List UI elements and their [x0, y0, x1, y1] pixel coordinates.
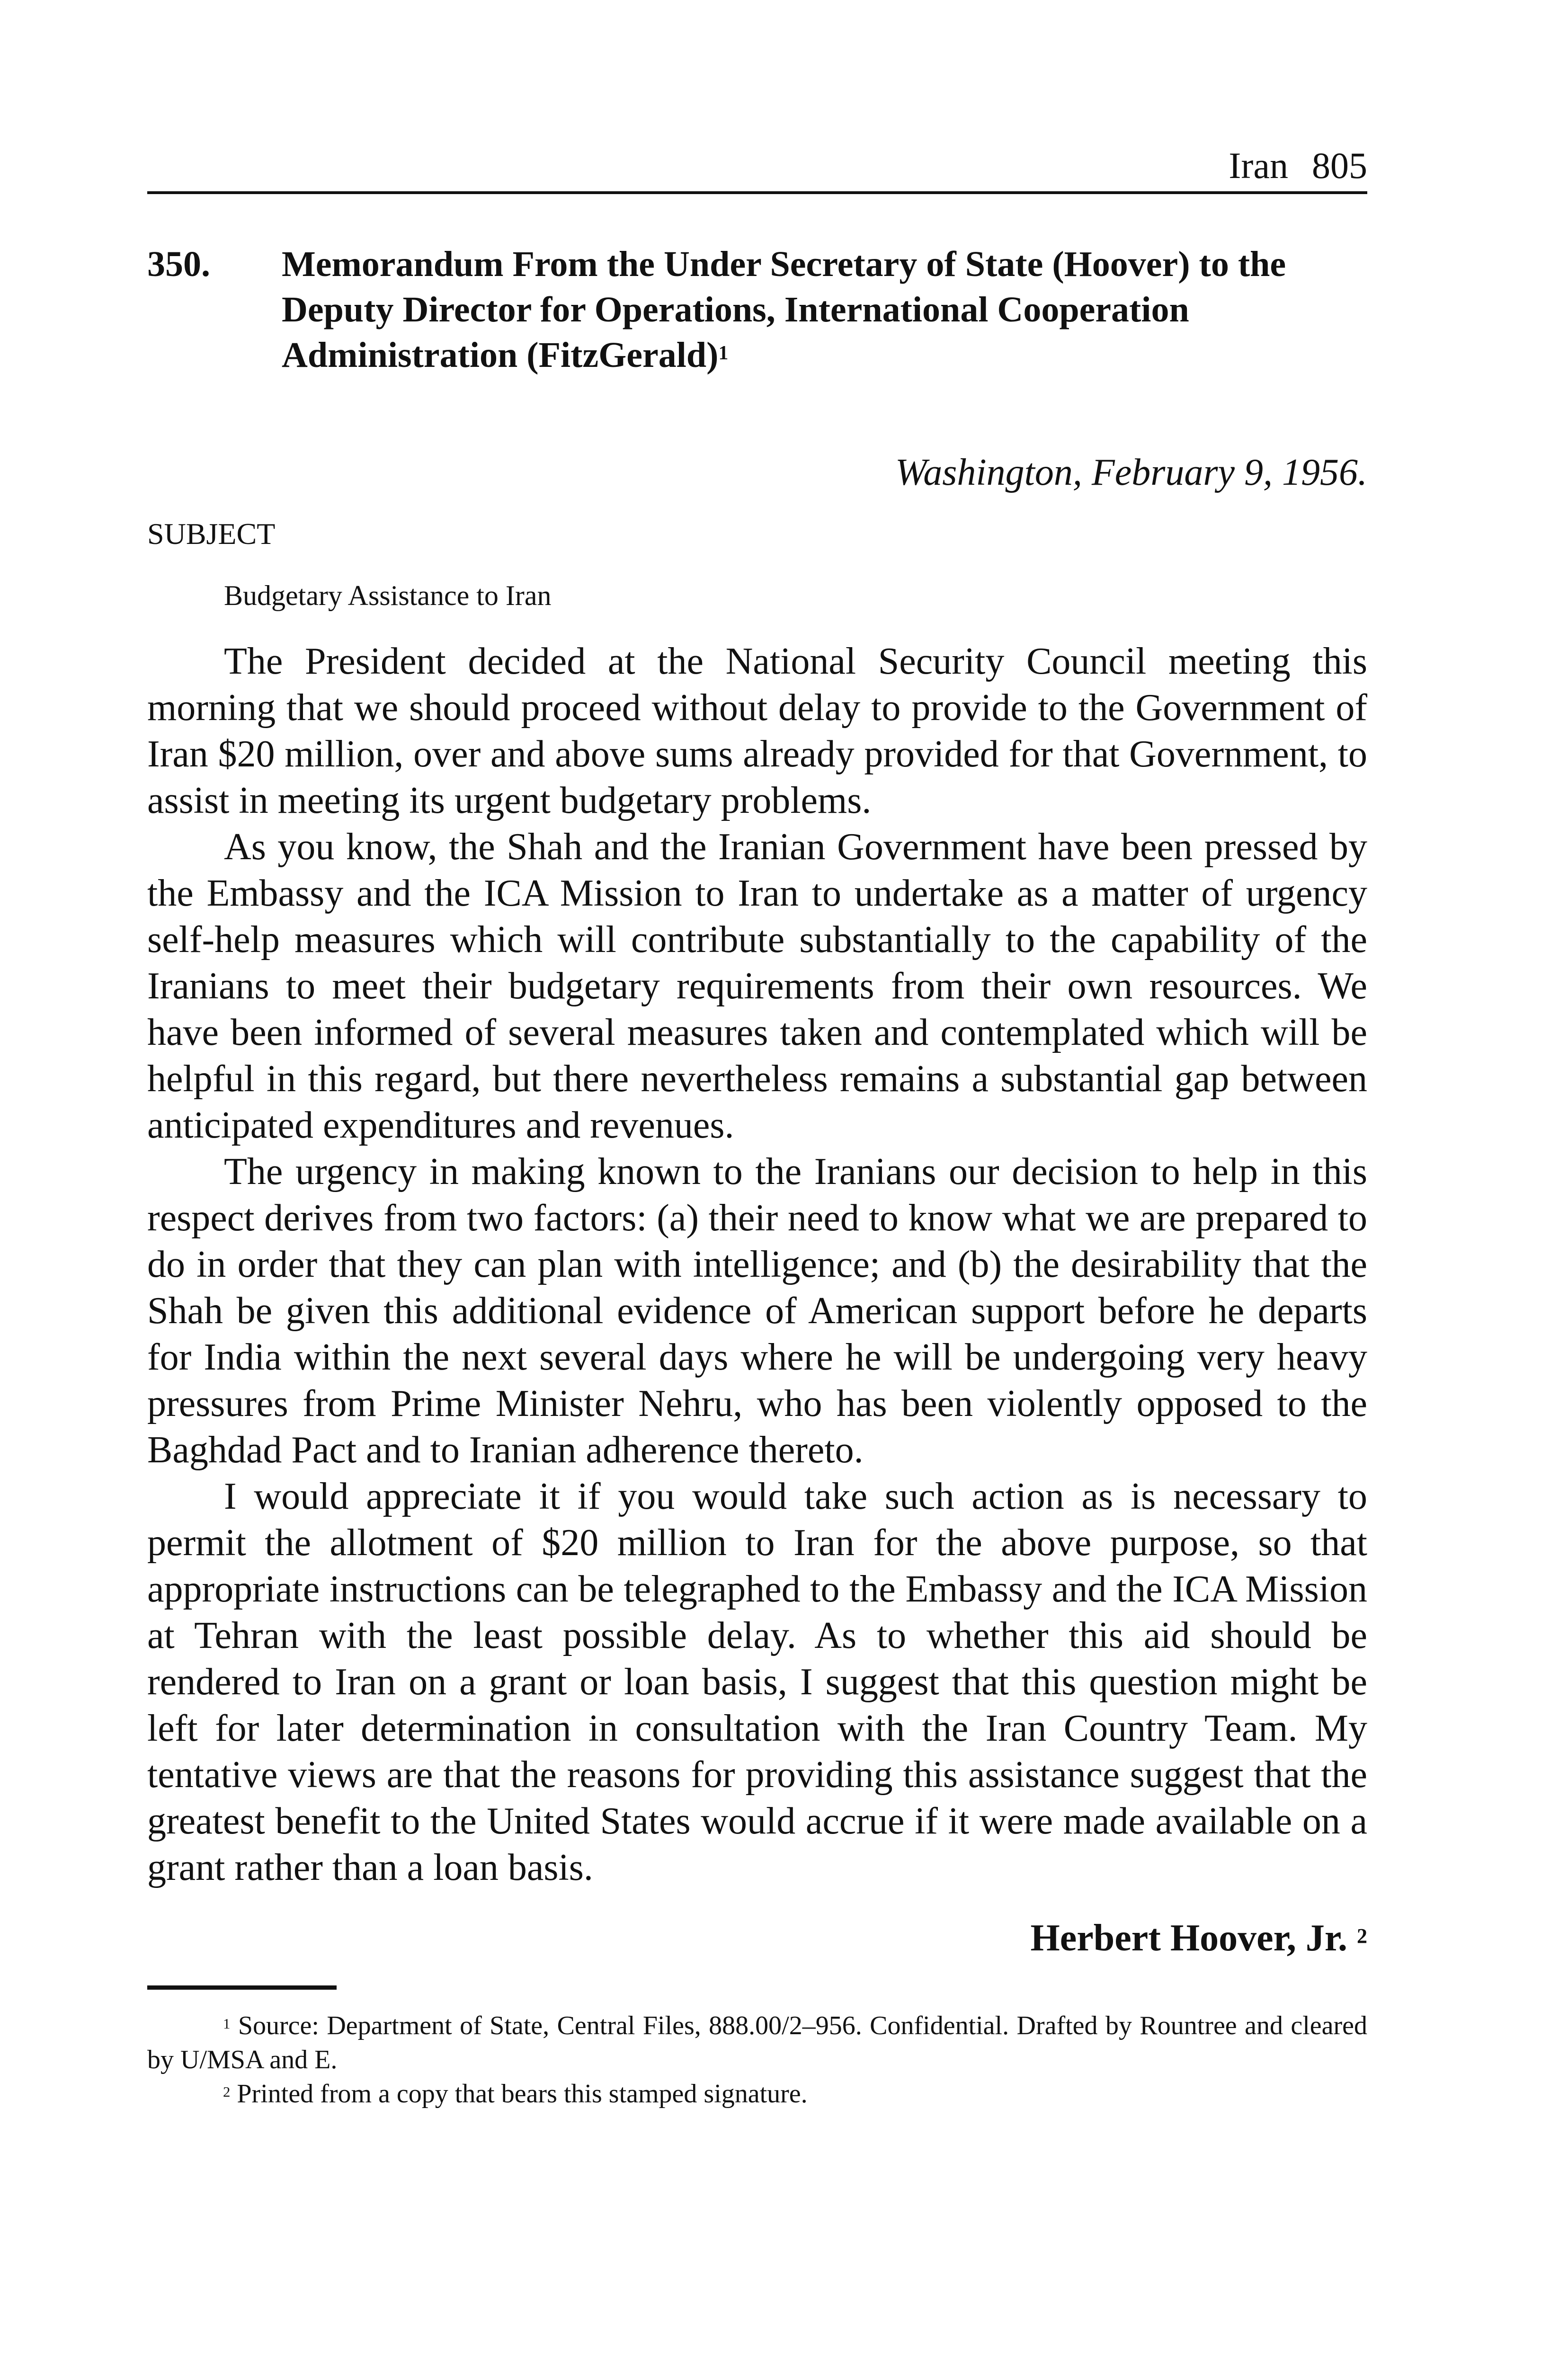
subject-label: SUBJECT [147, 517, 276, 551]
title-text: Memorandum From the Under Secretary of State (Hoover) to the Deputy Director for Operations, International Cooperation Administration (FitzGerald) [282, 244, 1286, 375]
signature-name: Herbert Hoover, Jr. [1030, 1917, 1347, 1959]
title-block [147, 241, 1367, 378]
footnote-text: Source: Department of State, Central Files, 888.00/2–956. Confidential. Drafted by Rountree and cleared by U/MSA and E. [147, 2011, 1367, 2074]
footnote-ref: 1 [718, 342, 729, 364]
subject-text: Budgetary Assistance to Iran [224, 580, 552, 611]
footnote [147, 2009, 1367, 2077]
footnote-ref: 2 [1357, 1924, 1367, 1948]
document-title [282, 241, 1367, 378]
header-rule [147, 191, 1367, 194]
footnote-marker: 1 [223, 2016, 231, 2032]
footnotes [147, 2009, 1367, 2111]
header-section: Iran [1229, 145, 1288, 186]
footnote-marker: 2 [223, 2084, 231, 2100]
document-number: 350. [147, 244, 210, 284]
paragraph: The urgency in making known to the Iranians our decision to help in this respect derives from two factors: (a) their need to know what we are prepared to do in order that they can plan with intelligence; and (b) the desirability that the Shah be given this additional evidence of American support before he departs for India within the next several days where he will be undergoing very heavy pressures from Prime Minister Nehru, who has been violently opposed to the Baghdad Pact and to Iranian adherence thereto. [147, 1151, 1367, 1471]
signature [147, 1914, 1367, 1962]
paragraph: As you know, the Shah and the Iranian Government have been pressed by the Embassy and the ICA Mission to Iran to undertake as a matter of urgency self-help measures which will contribute substantially to the capability of the Iranians to meet their budgetary requirements from their own resources. We have been informed of several measures taken and contemplated which will be helpful in this regard, but there nevertheless remains a substantial gap between anticipated expenditures and revenues. [147, 826, 1367, 1146]
paragraph: The President decided at the National Security Council meeting this morning that we should proceed without delay to provide to the Government of Iran $20 million, over and above sums already provided for that Government, to assist in meeting its urgent budgetary problems. [147, 641, 1367, 821]
footnote-rule [147, 1985, 337, 1990]
page-number: 805 [1312, 145, 1367, 186]
footnote-text: Printed from a copy that bears this stamped signature. [237, 2079, 808, 2109]
memo-body [147, 638, 1367, 1891]
footnote [147, 2077, 1367, 2111]
running-header [147, 142, 1367, 189]
paragraph: I would appreciate it if you would take such action as is necessary to permit the allotment of $20 million to Iran for the above purpose, so that appropriate instructions can be telegraphed to the Embassy and the ICA Mission at Tehran with the least possible delay. As to whether this aid should be rendered to Iran on a grant or loan basis, I suggest that this question might be left for later determination in consultation with the Iran Country Team. My tentative views are that the reasons for providing this assistance suggest that the greatest benefit to the United States would accrue if it were made available on a grant rather than a loan basis. [147, 1476, 1367, 1888]
dateline: Washington, February 9, 1956. [895, 452, 1367, 493]
